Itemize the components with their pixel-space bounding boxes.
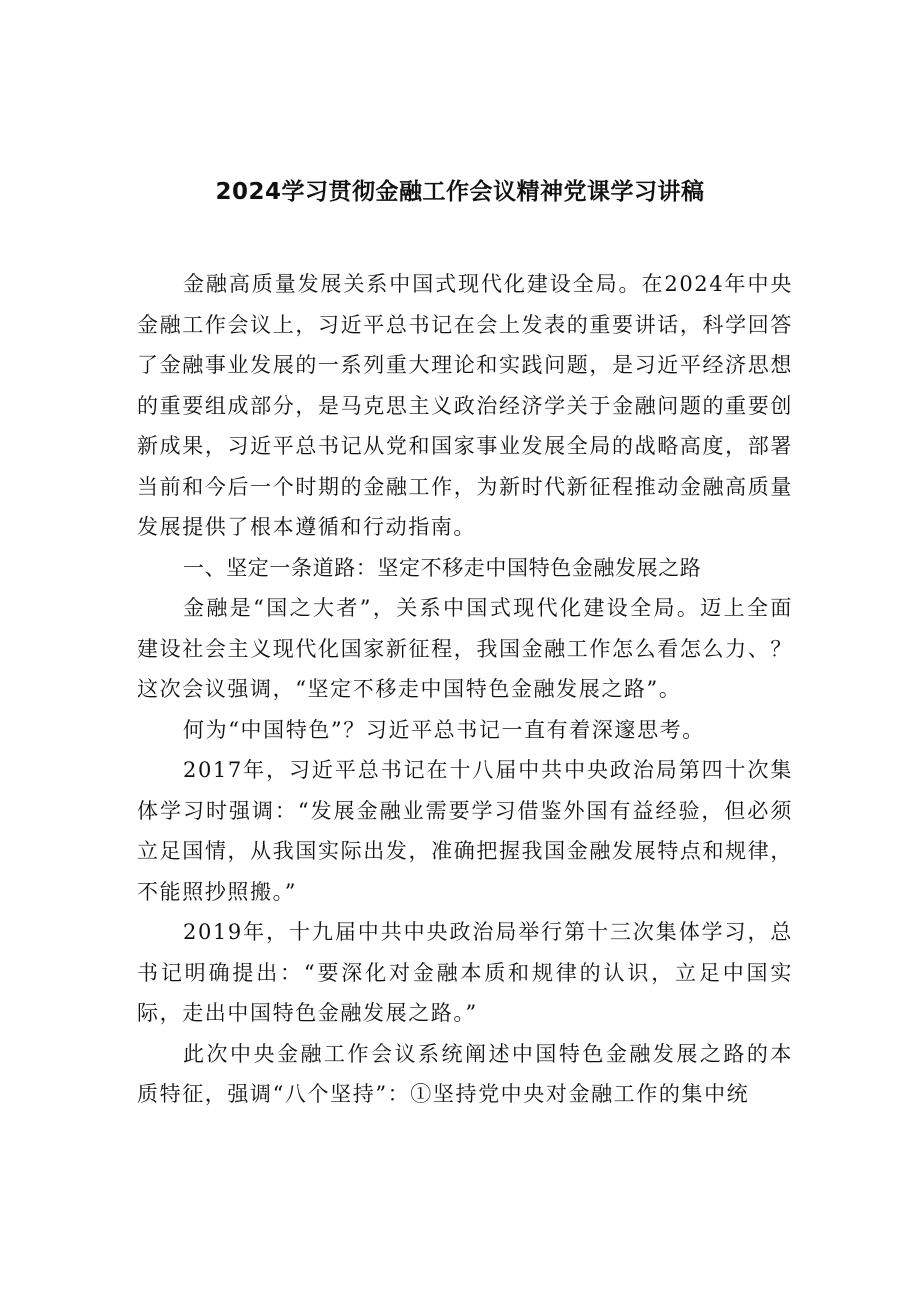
- paragraph: 2017年，习近平总书记在十八届中共中央政治局第四十次集体学习时强调：“发展金融业需要学习借鉴外国有益经验，但必须立足国情，从我国实际出发，准确把握我国金融发展特点和规律，不能照抄照搬。”: [137, 758, 793, 904]
- paragraph-intro: 金融高质量发展关系中国式现代化建设全局。在2024年中央金融工作会议上，习近平总书记在会上发表的重要讲话，科学回答了金融事业发展的一系列重大理论和实践问题，是习近平经济思想的重要组成部分，是马克思主义政治经济学关于金融问题的重要创新成果，习近平总书记从党和国家事业发展全局的战略高度，部署当前和今后一个时期的金融工作，为新时代新征程推动金融高质量发展提供了根本遵循和行动指南。: [137, 272, 793, 539]
- section-heading-1: 一、坚定一条道路：坚定不移走中国特色金融发展之路: [183, 555, 702, 580]
- paragraph: 金融是“国之大者”，关系中国式现代化建设全局。迈上全面建设社会主义现代化国家新征程，我国金融工作怎么看怎么力、？这次会议强调，“坚定不移走中国特色金融发展之路”。: [137, 596, 793, 701]
- paragraph: 2019年，十九届中共中央政治局举行第十三次集体学习，总书记明确提出：“要深化对金融本质和规律的认识，立足中国实际，走出中国特色金融发展之路。”: [137, 920, 793, 1025]
- document-title: 2024学习贯彻金融工作会议精神党课学习讲稿: [215, 179, 705, 205]
- document-body: [137, 264, 793, 1115]
- paragraph: 何为“中国特色”？习近平总书记一直有着深邃思考。: [183, 717, 705, 742]
- paragraph: 此次中央金融工作会议系统阐述中国特色金融发展之路的本质特征，强调“八个坚持”：①坚持党中央对金融工作的集中统: [137, 1041, 793, 1106]
